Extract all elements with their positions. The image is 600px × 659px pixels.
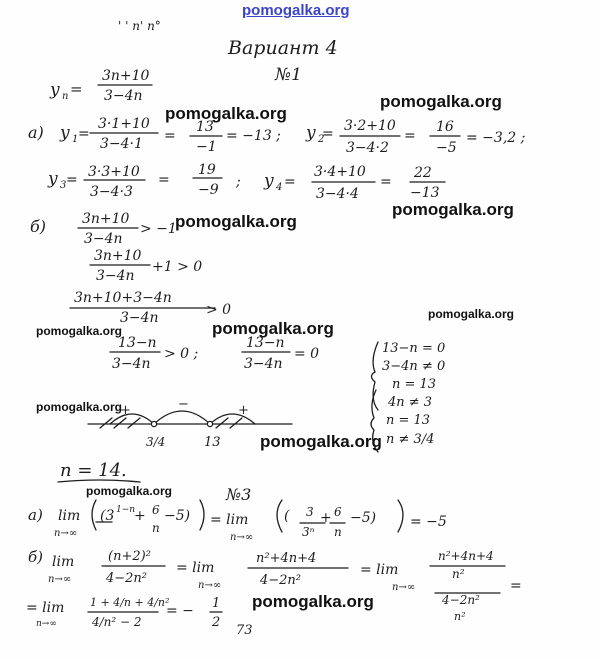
- svg-text:=: =: [66, 172, 78, 188]
- watermark: pomogalka.org: [36, 324, 123, 338]
- svg-text:3: 3: [60, 180, 67, 191]
- svg-text:13−n: 13−n: [246, 335, 285, 351]
- svg-text:= lim: = lim: [210, 512, 249, 528]
- task1-title: №1: [275, 65, 302, 85]
- svg-text:=: =: [380, 174, 392, 190]
- svg-text:> 0: > 0: [206, 302, 232, 318]
- svg-text:1: 1: [212, 596, 221, 611]
- system-equations: [382, 341, 445, 447]
- svg-text:n²: n²: [452, 567, 465, 581]
- svg-text:n ≠ 3/4: n ≠ 3/4: [386, 432, 435, 447]
- svg-text:n = 13: n = 13: [386, 413, 431, 428]
- svg-text:lim: lim: [52, 554, 75, 570]
- svg-text:3−4n: 3−4n: [120, 310, 159, 326]
- svg-text:3·1+10: 3·1+10: [98, 116, 150, 132]
- svg-text:−9: −9: [198, 182, 219, 198]
- svg-text:3−4n: 3−4n: [112, 356, 151, 372]
- svg-text:−5): −5): [350, 510, 377, 526]
- task3-title: №3: [226, 485, 252, 504]
- watermark: pomogalka.org: [380, 92, 502, 111]
- svg-text:4−2n²: 4−2n²: [106, 571, 148, 586]
- svg-text:+1 > 0: +1 > 0: [152, 259, 203, 275]
- svg-text:3·4+10: 3·4+10: [314, 164, 366, 180]
- svg-text:n→∞: n→∞: [230, 532, 254, 543]
- svg-text:3−4n: 3−4n: [244, 356, 283, 372]
- svg-text:2: 2: [212, 615, 221, 630]
- task1-b-line2: [94, 248, 202, 284]
- svg-text:n→∞: n→∞: [54, 528, 78, 539]
- svg-text:3n+10+3−4n: 3n+10+3−4n: [74, 290, 172, 306]
- svg-text:=: =: [70, 80, 83, 98]
- svg-text:= lim: = lim: [176, 560, 215, 576]
- svg-text:n²+4n+4: n²+4n+4: [438, 549, 494, 563]
- svg-text:6: 6: [334, 505, 342, 519]
- svg-text:y: y: [306, 123, 316, 143]
- svg-text:3/4: 3/4: [146, 435, 166, 449]
- svg-text:= −3,2 ;: = −3,2 ;: [466, 130, 526, 146]
- svg-text:1: 1: [72, 134, 79, 145]
- svg-text:2: 2: [318, 134, 325, 145]
- svg-text:n→∞: n→∞: [36, 619, 57, 629]
- svg-text:(3: (3: [100, 508, 115, 524]
- task3-b-continued: [26, 596, 220, 630]
- svg-text:+: +: [120, 403, 131, 418]
- svg-text:−13: −13: [410, 185, 440, 201]
- variant-title: Вариант 4: [228, 37, 338, 59]
- svg-text:3−4·4: 3−4·4: [316, 186, 359, 202]
- task1-a-y3: [47, 162, 241, 200]
- watermark: pomogalka.org: [252, 592, 374, 611]
- watermark-top: pomogalka.org: [242, 2, 350, 19]
- svg-text:n: n: [152, 521, 160, 535]
- svg-text:б): б): [30, 217, 47, 236]
- svg-text:4: 4: [276, 182, 283, 193]
- svg-text:1−n: 1−n: [116, 505, 136, 515]
- svg-text:−: −: [178, 397, 189, 412]
- svg-text:=: =: [158, 172, 170, 188]
- svg-text:=: =: [284, 174, 296, 190]
- svg-text:3−4n ≠ 0: 3−4n ≠ 0: [382, 359, 446, 374]
- watermark: pomogalka.org: [260, 432, 382, 451]
- svg-text:n: n: [334, 525, 342, 539]
- svg-text:3−4·1: 3−4·1: [100, 136, 143, 152]
- svg-text:= −: = −: [166, 603, 194, 619]
- svg-text:= lim: = lim: [26, 600, 65, 616]
- svg-text:13: 13: [196, 119, 214, 135]
- svg-text:3: 3: [306, 505, 314, 519]
- svg-text:−1: −1: [196, 139, 217, 155]
- corner-scribble: ' ' n' n°: [118, 19, 161, 33]
- svg-text:13−n = 0: 13−n = 0: [382, 341, 446, 356]
- svg-text:> 0 ;: > 0 ;: [164, 346, 199, 362]
- task1-b-line1: [30, 211, 177, 247]
- watermark: pomogalka.org: [175, 212, 297, 231]
- svg-text:6: 6: [152, 503, 160, 517]
- watermark: pomogalka.org: [428, 307, 515, 321]
- svg-text:3·3+10: 3·3+10: [88, 164, 140, 180]
- task1-answer: n = 14.: [60, 460, 127, 481]
- svg-text:n: n: [62, 91, 69, 102]
- svg-text:−5: −5: [436, 140, 457, 156]
- watermark: pomogalka.org: [212, 319, 334, 338]
- svg-text:3−4n: 3−4n: [104, 88, 143, 104]
- svg-text:n²: n²: [454, 610, 466, 623]
- svg-text:4/n² − 2: 4/n² − 2: [92, 615, 142, 629]
- svg-text:y: y: [48, 169, 58, 189]
- watermark: pomogalka.org: [36, 400, 123, 414]
- svg-text:1 + 4/n + 4/n²: 1 + 4/n + 4/n²: [90, 596, 170, 609]
- svg-text:lim: lim: [58, 508, 81, 524]
- task1-a-y4: [263, 164, 440, 202]
- svg-text:3ⁿ: 3ⁿ: [302, 525, 315, 539]
- task1-b-line4: [112, 335, 198, 372]
- svg-text:y: y: [264, 171, 274, 191]
- svg-text:=: =: [404, 128, 416, 144]
- svg-text:а): а): [28, 123, 44, 142]
- svg-text:13: 13: [204, 435, 221, 450]
- svg-text:3−4·3: 3−4·3: [90, 184, 133, 200]
- svg-text:3·2+10: 3·2+10: [344, 118, 396, 134]
- page-number: 73: [236, 623, 253, 638]
- svg-text:;: ;: [236, 174, 241, 190]
- svg-text:3−4n: 3−4n: [96, 268, 135, 284]
- svg-text:+: +: [134, 508, 146, 524]
- svg-text:4−2n²: 4−2n²: [442, 593, 480, 607]
- svg-text:> −1: > −1: [140, 221, 177, 237]
- svg-text:4−2n²: 4−2n²: [260, 573, 302, 588]
- svg-text:n = 13: n = 13: [392, 377, 437, 392]
- svg-text:n²+4n+4: n²+4n+4: [256, 551, 317, 566]
- svg-text:(: (: [284, 508, 290, 524]
- svg-text:=: =: [322, 126, 334, 142]
- svg-text:n→∞: n→∞: [48, 574, 72, 585]
- svg-text:3n+10: 3n+10: [102, 68, 150, 84]
- watermark: pomogalka.org: [165, 104, 287, 123]
- svg-text:+: +: [320, 510, 332, 526]
- svg-text:3n+10: 3n+10: [94, 248, 142, 264]
- svg-text:4n ≠ 3: 4n ≠ 3: [388, 395, 433, 410]
- svg-text:(n+2)²: (n+2)²: [108, 549, 151, 564]
- svg-text:16: 16: [436, 119, 454, 135]
- svg-text:y: y: [50, 80, 60, 100]
- svg-text:n→∞: n→∞: [392, 582, 416, 593]
- svg-text:=: =: [78, 126, 90, 142]
- svg-text:= −13 ;: = −13 ;: [226, 128, 281, 144]
- svg-text:= 0: = 0: [294, 346, 320, 362]
- svg-text:−5): −5): [164, 508, 191, 524]
- task1-a-y1: [28, 116, 281, 155]
- svg-text:б): б): [28, 548, 44, 566]
- svg-text:3−4·2: 3−4·2: [346, 140, 389, 156]
- task1-a-y2: [305, 118, 525, 156]
- watermark: pomogalka.org: [86, 484, 173, 498]
- svg-text:а): а): [28, 506, 43, 524]
- svg-text:3n+10: 3n+10: [82, 211, 130, 227]
- formula-yn: [49, 68, 150, 104]
- svg-text:y: y: [60, 123, 70, 143]
- watermark: pomogalka.org: [392, 200, 514, 219]
- svg-text:3−4n: 3−4n: [84, 231, 123, 247]
- task1-b-line5: [244, 335, 319, 372]
- svg-text:19: 19: [198, 162, 216, 178]
- svg-text:n→∞: n→∞: [198, 580, 222, 591]
- svg-text:= −5: = −5: [410, 514, 447, 530]
- svg-text:=: =: [164, 128, 176, 144]
- svg-text:=: =: [510, 578, 522, 594]
- svg-text:22: 22: [414, 165, 432, 181]
- svg-text:= lim: = lim: [360, 562, 399, 578]
- svg-text:+: +: [238, 403, 249, 418]
- svg-text:13−n: 13−n: [118, 335, 157, 351]
- task3-a: [28, 503, 447, 543]
